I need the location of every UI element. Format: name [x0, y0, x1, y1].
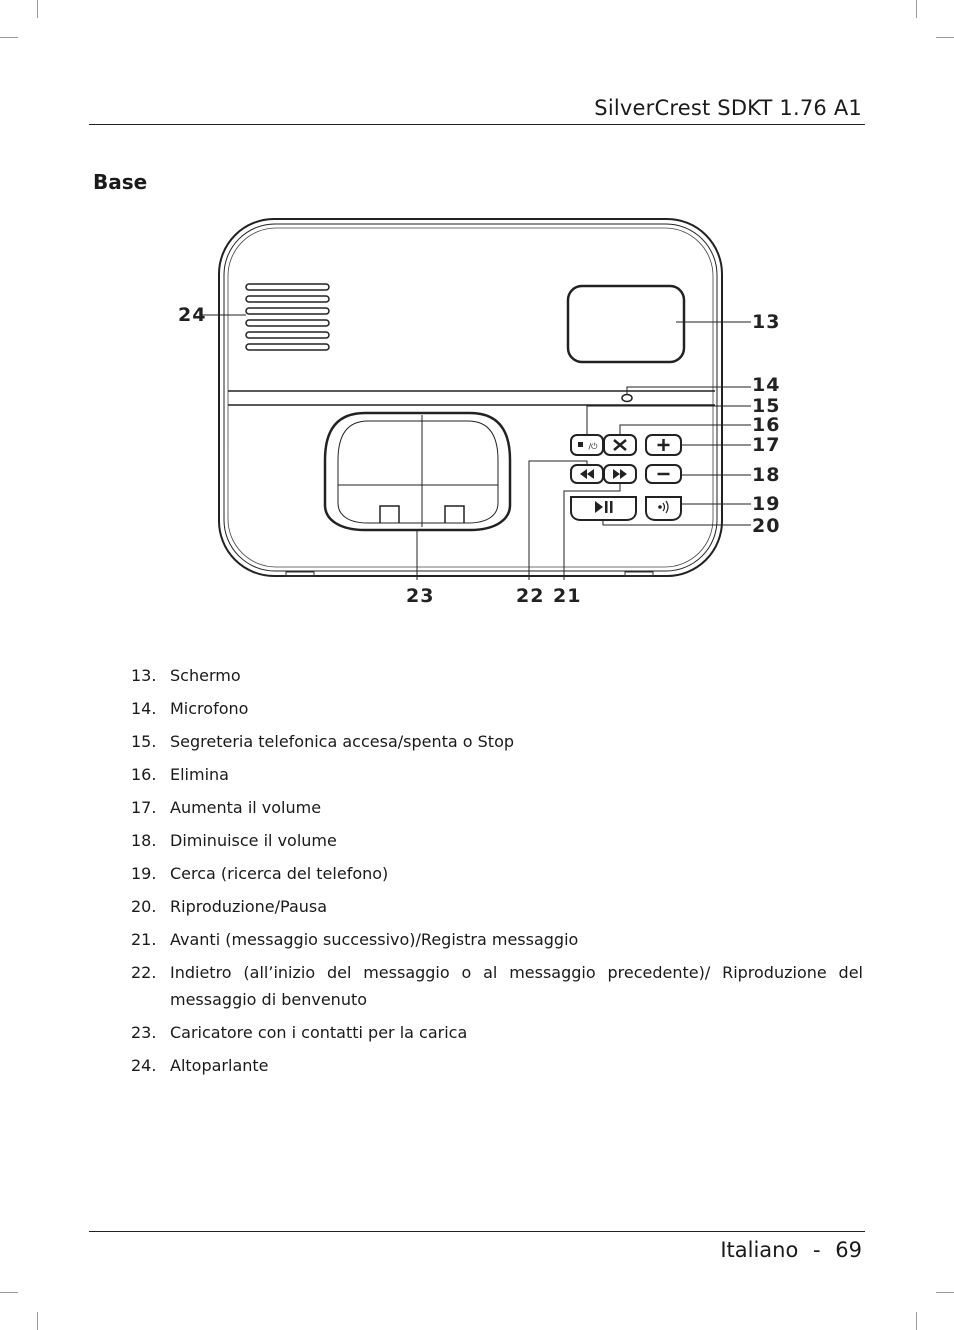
- button-delete: [604, 435, 636, 455]
- item-text: Diminuisce il volume: [170, 831, 337, 850]
- speaker-grille: [246, 284, 329, 350]
- callout-23: 23: [406, 585, 435, 607]
- leader-lines: [202, 315, 751, 580]
- item-number: 24.: [131, 1056, 157, 1075]
- crop-mark: [916, 0, 917, 18]
- base-station-drawing: [150, 205, 810, 625]
- crop-mark: [916, 1312, 917, 1330]
- callout-14: 14: [752, 374, 781, 396]
- button-stop-power: [571, 435, 603, 455]
- item-text: Caricatore con i contatti per la carica: [170, 1023, 468, 1042]
- crop-mark: [0, 37, 18, 38]
- microphone-hole: [622, 395, 632, 402]
- item-text: Altoparlante: [170, 1056, 269, 1075]
- callout-24: 24: [178, 304, 207, 326]
- svg-text:/⏻: /⏻: [588, 442, 598, 451]
- item-number: 23.: [131, 1023, 157, 1042]
- item-text: Schermo: [170, 666, 241, 685]
- crop-mark: [37, 0, 38, 18]
- item-number: 18.: [131, 831, 157, 850]
- crop-mark: [936, 37, 954, 38]
- button-play-pause: [571, 497, 636, 520]
- charging-cradle: [325, 413, 510, 530]
- footer-divider: [89, 1231, 865, 1232]
- callout-18: 18: [752, 464, 781, 486]
- button-volume-up: [646, 435, 681, 455]
- list-item: [131, 827, 863, 854]
- callout-22: 22: [516, 585, 545, 607]
- item-text: Avanti (messaggio successivo)/Registra messaggio: [170, 930, 579, 949]
- item-number: 15.: [131, 732, 157, 751]
- list-item: [131, 860, 863, 887]
- callout-20: 20: [752, 515, 781, 537]
- page-header-title: SilverCrest SDKT 1.76 A1: [594, 96, 862, 120]
- item-text: Indietro (all’inizio del messaggio o al messaggio precedente)/ Riproduzione del messaggio di benvenuto: [170, 963, 863, 1009]
- crop-mark: [37, 1312, 38, 1330]
- base-station-figure: [150, 205, 810, 625]
- footer-separator: -: [813, 1238, 821, 1262]
- list-item: [131, 1052, 863, 1079]
- item-number: 19.: [131, 864, 157, 883]
- crop-mark: [0, 1292, 18, 1293]
- list-item: [131, 926, 863, 953]
- item-number: 22.: [131, 963, 157, 982]
- callout-13: 13: [752, 311, 781, 333]
- item-text: Cerca (ricerca del telefono): [170, 864, 389, 883]
- page-footer: [720, 1238, 862, 1262]
- button-paging: [646, 497, 681, 520]
- item-text: Microfono: [170, 699, 249, 718]
- callout-17: 17: [752, 434, 781, 456]
- charging-contact: [380, 506, 399, 523]
- item-number: 17.: [131, 798, 157, 817]
- item-number: 13.: [131, 666, 157, 685]
- header-divider: [89, 124, 865, 125]
- item-text: Segreteria telefonica accesa/spenta o Stop: [170, 732, 515, 751]
- section-title: Base: [93, 170, 148, 194]
- base-body-outline: [219, 219, 722, 576]
- item-text: Elimina: [170, 765, 229, 784]
- page-number: 69: [835, 1238, 862, 1262]
- item-number: 14.: [131, 699, 157, 718]
- item-number: 16.: [131, 765, 157, 784]
- list-item: [131, 1019, 863, 1046]
- callout-19: 19: [752, 493, 781, 515]
- legend-list: [131, 662, 863, 1085]
- list-item: [131, 728, 863, 755]
- item-text: Riproduzione/Pausa: [170, 897, 328, 916]
- base-body-inner-outline: [224, 224, 717, 571]
- list-item: [131, 794, 863, 821]
- crop-mark: [936, 1292, 954, 1293]
- list-item: [131, 761, 863, 788]
- display-screen: [568, 286, 684, 362]
- item-number: 20.: [131, 897, 157, 916]
- button-volume-down: [646, 465, 681, 483]
- list-item: [131, 893, 863, 920]
- list-item: [131, 959, 863, 1013]
- button-rewind: [571, 465, 603, 483]
- footer-language: Italiano: [720, 1238, 799, 1262]
- callout-21: 21: [553, 585, 582, 607]
- callout-15: 15: [752, 395, 781, 417]
- list-item: [131, 695, 863, 722]
- charging-contact: [445, 506, 464, 523]
- item-number: 21.: [131, 930, 157, 949]
- button-forward: [604, 465, 636, 483]
- callout-16: 16: [752, 414, 781, 436]
- list-item: [131, 662, 863, 689]
- item-text: Aumenta il volume: [170, 798, 322, 817]
